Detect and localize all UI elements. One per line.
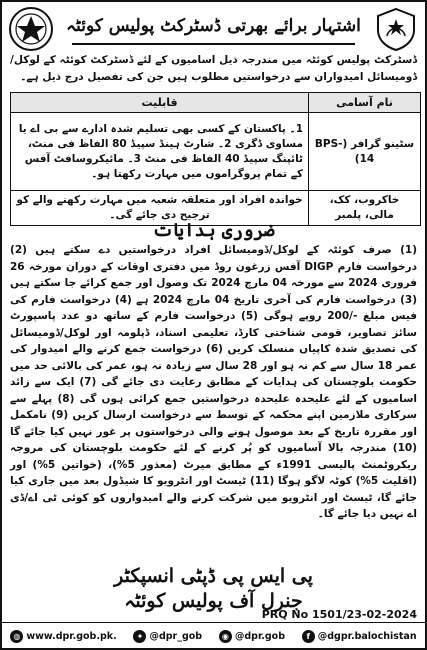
post-name: خاکروب، کک، مالی، پلمبر [309, 191, 421, 226]
signature-line-2: جنرل آف پولیس کوئٹہ [124, 590, 303, 612]
intro-paragraph: ڈسٹرکٹ پولیس کوئٹہ میں مندرجہ ذیل اسامیوں کے لئے ڈسٹرکٹ کوئٹہ کے لوکل/ڈومیسائل امیدواران سے درخواستیں مطلوب ہیں جن کی تفصیل درج ذیل ہے۔ [10, 54, 417, 83]
footer-facebook[interactable] [302, 630, 417, 643]
footer-website-label: www.dpr.gob.pk. [26, 631, 117, 642]
twitter-icon: ✦ [133, 630, 146, 643]
post-qualification: 1۔ پاکستان کے کسی بھی تسلیم شدہ ادارے سے بی اے یا مساوی ڈگری 2۔ شارٹ ہینڈ سپیڈ 80 الفاظ فی منٹ، ٹائپنگ سپیڈ 40 الفاظ فی منٹ 3۔ مائیکروسافٹ آفس کے تمام پروگراموں میں مہارت رکھتا ہو۔ [11, 113, 309, 191]
globe-icon: ◍ [10, 630, 23, 643]
instagram-icon: ◉ [219, 630, 232, 643]
footer-twitter-label: @dpr_gob [149, 631, 203, 642]
post-name: سٹینو گرافر (BPS-14) [309, 113, 421, 191]
prq-number: PRQ No 1501/23-02-2024 [261, 608, 417, 621]
title-underline [72, 43, 355, 45]
page-title: اشتہار برائے بھرتی ڈسٹرکٹ پولیس کوئٹہ [66, 15, 361, 36]
footer-twitter[interactable] [133, 630, 202, 643]
signature-line-1: پی ایس پی ڈپٹی انسپکٹر [114, 565, 313, 587]
instructions-text: (1) صرف کوئٹہ کے لوکل/ڈومیسائل افراد درخواستیں دے سکتے ہیں (2) درخواست فارم DIGP آفس زرغون روڈ میں دفتری اوقات کے دوران مورخہ 26 فروری 2024 سے مورخہ 04 مارچ 2024 تک وصول اور جمع کرائے جا سکتے ہیں (3) درخواست فارم کی آخری تاریخ 04 مارچ 2024 ہے (4) درخواست فارم کی فیس مبلغ -/200 روپے ہوگی (5) درخواست فارم کے ساتھ دو عدد پاسپورٹ سائز تصاویر، قومی شناختی کارڈ، تعلیمی اسناد، ڈپلومہ اور لوکل/ڈومیسائل کی تصدیق شدہ کاپیاں منسلک کریں (6) درخواست جمع کرنے والے امیدوار کی عمر 18 سال سے کم نہ ہو اور 28 سال سے زیادہ نہ ہو، عمر کی بالائی حد میں حکومت بلوچستان کی ہدایات کے مطابق رعایت دی جائے گی (7) ایک سے زائد اسامیوں کے لئے علیحدہ علیحدہ درخواستیں جمع کرائی ہوں گی (8) پہلے سے سرکاری ملازمین اپنے محکمہ کے توسط سے درخواست ارسال کریں (9) نامکمل اور مقررہ تاریخ کے بعد موصول ہونے والی درخواستوں پر غور نہیں کیا جائے گا (10) مندرجہ بالا آسامیوں کو پُر کرنے کے لئے حکومت بلوچستان کی مروجہ ریکروٹمنٹ پالیسی 1991ء کے مطابق میرٹ (معذور 5%)، (خواتین 5%) اور (اقلیت 5%) کوٹہ لاگو ہوگا (11) ٹیسٹ اور انٹرویو کا شیڈول بعد میں جاری کیا جائے گا، ٹیسٹ اور انٹرویو میں شرکت کرنے والے امیدواروں کو کوئی ٹی اے/ڈی اے نہیں دیا جائے گا۔ [10, 244, 418, 520]
footer-instagram-label: @dpr.gob [234, 631, 286, 642]
posts-table [10, 92, 421, 226]
instructions-title: ضروری ہدایات [152, 220, 275, 241]
table-row [11, 113, 421, 191]
police-emblem-icon [8, 6, 54, 52]
facebook-icon: f [302, 630, 315, 643]
table-header-row [11, 93, 421, 113]
post-qualification: خواندہ افراد اور متعلقہ شعبہ میں مہارت رکھنے والے کو ترجیح دی جائے گی۔ [11, 191, 309, 226]
header-qualification: قابلیت [11, 93, 309, 113]
footer-website[interactable] [10, 630, 116, 643]
government-emblem-icon [373, 6, 419, 52]
header-post: نام آسامی [309, 93, 421, 113]
footer-instagram[interactable] [219, 630, 285, 643]
footer-bar [2, 622, 425, 650]
footer-facebook-label: @dgpr.balochistan [317, 631, 417, 642]
signature-block [2, 564, 425, 614]
